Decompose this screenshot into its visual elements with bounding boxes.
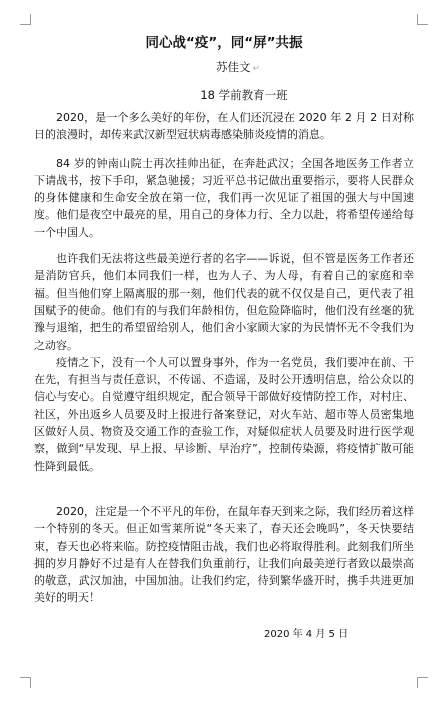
paragraph-5: 2020，注定是一个不平凡的年份，在鼠年春天到来之际，我们经历着这样一个特别的冬天。但正如雪莱所说“冬天来了，春天还会晚吗”，冬天快要结束，春天也必将来临。防控疫情阻击战，我们也必将取得胜利。此刻我们所坐拥的岁月静好不过是有人在替我们负重前行，让我们向最美逆行者致以最崇高的敬意，武汉加油，中国加油。让我们约定，待到繁华盛开时，携手共进更加美好的明天！: [34, 504, 414, 605]
crop-mark-bottom-left: [20, 677, 31, 688]
author-name: [62, 57, 414, 79]
author-text: 苏佳文: [215, 60, 251, 74]
document-date: 2020 年 4 月 5 日: [264, 629, 349, 640]
crop-mark-top-right: [417, 14, 428, 25]
paragraph-1: 2020，是一个多么美好的年份，在人们还沉浸在 2020 年 2 月 2 日对称日的浪漫时，却传来武汉新型冠状病毒感染肺炎疫情的消息。: [34, 111, 414, 142]
paragraph-3: 也许我们无法将这些最美逆行者的名字——诉说，但不管是医务工作者还是消防官兵，他们本同我们一样，也为人子、为人母，有着自己的家庭和幸福。但当他们穿上隔离服的那一刻，他们代表的就不仅仅是自己，更代表了祖国赋予的使命。他们有的与我们年龄相仿，但危险降临时，他们没有丝毫的犹豫与退缩，把生的希望留给别人，他们舍小家顾大家的为民情怀无不令我们为之动容。: [34, 252, 414, 352]
class-name: 18 学前教育一班: [200, 88, 288, 102]
paragraph-mark-icon: ↵: [252, 64, 261, 74]
document-title: 同心战“疫”，同“屏”共振: [145, 35, 303, 51]
paragraph-2: 84 岁的钟南山院士再次挂帅出征，在奔赴武汉；全国各地医务工作者立下请战书，按下手印，紧急驰援；习近平总书记做出重要指示，要将人民群众的身体健康和生命安全放在第一位，我们再一次见证了祖国的强大与中国速度。他们是夜空中最亮的星，用自己的身体力行、全力以赴，将希望传递给每一个中国人。: [34, 156, 414, 239]
crop-mark-top-left: [20, 14, 31, 25]
crop-mark-bottom-right: [417, 677, 428, 688]
paragraph-4: 疫情之下，没有一个人可以置身事外，作为一名党员，我们要冲在前、干在先，有担当与责任意识，不传谣、不造谣，及时公开透明信息，给公众以的信心与安心。自觉遵守组织规定，配合领导干部做好疫情防控工作，对村庄、社区，外出返乡人员要及时上报进行备案登记，对火车站、超市等人员密集地区做好人员、物资及交通工作的查验工作，对疑似症状人员要及时进行医学观察，做到“早发现、早上报、早诊断、早治疗”，控制传染源，将疫情扩散可能性降到最低。: [34, 355, 414, 473]
document-page: [34, 24, 414, 607]
